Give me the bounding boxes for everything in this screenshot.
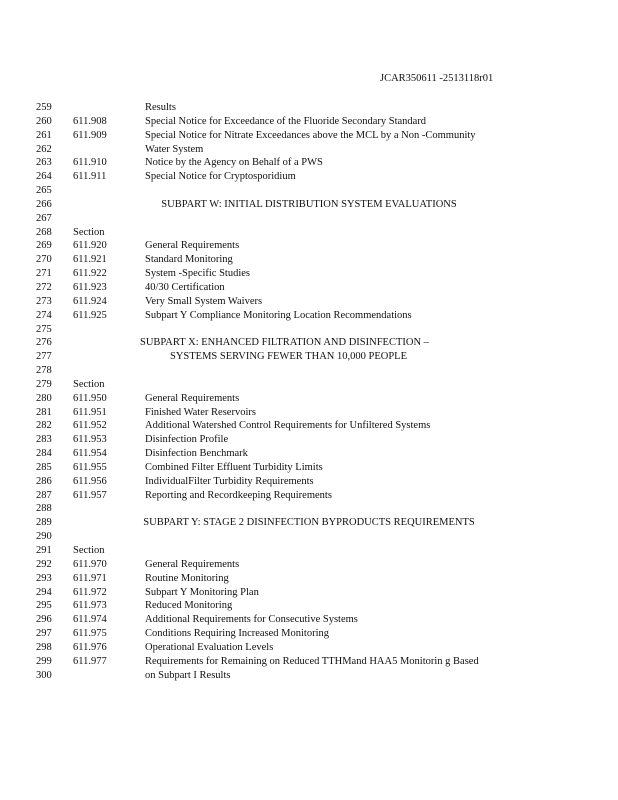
section-number: Section: [73, 545, 105, 556]
section-number: Section: [73, 226, 105, 238]
section-number: 611.923: [73, 281, 107, 293]
section-number: 611.976: [73, 641, 107, 653]
line-number: 292: [36, 558, 52, 570]
text-line: [0, 184, 618, 198]
section-number: 611.910: [73, 157, 107, 169]
line-number: 270: [36, 254, 52, 266]
line-number: 281: [36, 406, 52, 418]
line-number: 298: [36, 641, 52, 653]
line-number: 280: [36, 392, 52, 404]
section-title: Results: [145, 102, 176, 113]
text-line: [0, 309, 618, 323]
text-line: [0, 530, 618, 544]
section-number: 611.925: [73, 309, 107, 321]
section-number: 611.956: [73, 475, 107, 487]
section-title: 40/30 Certification: [145, 281, 225, 293]
section-number: 611.955: [73, 461, 107, 473]
line-number: 287: [36, 489, 52, 501]
text-line: [0, 212, 618, 226]
line-number: 273: [36, 295, 52, 307]
line-number: 267: [36, 212, 52, 224]
text-line: [0, 198, 618, 212]
line-number: 300: [36, 669, 52, 681]
section-title: IndividualFilter Turbidity Requirements: [145, 475, 314, 487]
line-number: 262: [36, 143, 52, 155]
section-title: Routine Monitoring: [145, 572, 229, 584]
section-number: 611.924: [73, 295, 107, 307]
line-number: 291: [36, 545, 52, 556]
text-line: [0, 267, 618, 281]
section-title: General Requirements: [145, 558, 240, 570]
line-number: 283: [36, 434, 52, 446]
line-number: 293: [36, 572, 52, 584]
line-numbered-text: [0, 101, 618, 682]
line-number: 296: [36, 614, 52, 626]
text-line: [0, 461, 618, 475]
section-title: Special Notice for Cryptosporidium: [145, 171, 296, 183]
text-line: [0, 156, 618, 170]
section-number: 611.974: [73, 614, 107, 626]
text-line: [0, 392, 618, 406]
section-number: 611.954: [73, 448, 107, 460]
section-title: Combined Filter Effluent Turbidity Limits: [145, 461, 323, 473]
section-title: Subpart Y Compliance Monitoring Location Recommendations: [145, 309, 412, 321]
text-line: [0, 129, 618, 143]
line-number: 276: [36, 337, 52, 349]
text-line: [0, 489, 618, 503]
text-line: [0, 613, 618, 627]
section-number: Section: [73, 378, 105, 390]
section-title: Reduced Monitoring: [145, 600, 233, 612]
line-number: 260: [36, 115, 52, 127]
text-line: [0, 627, 618, 641]
document-id-header: JCAR350611 -2513118r01: [380, 73, 494, 84]
line-number: 282: [36, 420, 52, 432]
section-title: Conditions Requiring Increased Monitoring: [145, 628, 330, 640]
text-line: [0, 544, 618, 558]
section-title: Reporting and Recordkeeping Requirements: [145, 489, 332, 501]
section-number: 611.957: [73, 489, 107, 501]
line-number: 289: [36, 517, 52, 529]
section-number: 611.977: [73, 655, 107, 667]
section-number: 611.971: [73, 572, 107, 584]
section-number: 611.950: [73, 392, 107, 404]
section-number: 611.970: [73, 558, 107, 570]
subpart-heading: SUBPART X: ENHANCED FILTRATION AND DISINFECTION –: [140, 337, 429, 349]
section-title: Water System: [145, 143, 204, 155]
text-line: [0, 586, 618, 600]
text-line: [0, 239, 618, 253]
section-title: General Requirements: [145, 392, 240, 404]
section-title: Notice by the Agency on Behalf of a PWS: [145, 157, 323, 169]
section-title: Subpart Y Monitoring Plan: [145, 586, 259, 598]
section-title: Additional Watershed Control Requirements for Unfiltered Systems: [145, 420, 431, 432]
subpart-heading: SUBPART Y: STAGE 2 DISINFECTION BYPRODUCTS REQUIREMENTS: [143, 517, 475, 529]
section-title: Requirements for Remaining on Reduced TTHMand HAA5 Monitorin g Based: [145, 655, 479, 667]
line-number: 294: [36, 586, 52, 598]
text-line: [0, 101, 618, 115]
section-title: Finished Water Reservoirs: [145, 406, 256, 418]
text-line: [0, 281, 618, 295]
section-number: 611.921: [73, 254, 107, 266]
line-number: 295: [36, 600, 52, 612]
text-line: [0, 364, 618, 378]
section-title: Disinfection Benchmark: [145, 448, 248, 460]
text-line: [0, 350, 618, 364]
section-number: 611.911: [73, 171, 107, 183]
subpart-heading: SUBPART W: INITIAL DISTRIBUTION SYSTEM EVALUATIONS: [161, 198, 457, 210]
text-line: [0, 599, 618, 613]
line-number: 297: [36, 628, 52, 640]
text-line: [0, 419, 618, 433]
section-number: 611.909: [73, 129, 107, 141]
section-title: Special Notice for Nitrate Exceedances above the MCL by a Non -Community: [145, 129, 476, 141]
line-number: 265: [36, 185, 52, 197]
line-number: 272: [36, 281, 52, 293]
line-number: 266: [36, 198, 52, 210]
text-line: [0, 115, 618, 129]
line-number: 278: [36, 365, 52, 377]
section-title: Additional Requirements for Consecutive Systems: [145, 614, 358, 626]
section-title: on Subpart I Results: [145, 669, 231, 681]
text-line: [0, 447, 618, 461]
text-line: [0, 323, 618, 337]
text-line: [0, 406, 618, 420]
line-number: 285: [36, 461, 52, 473]
text-line: [0, 226, 618, 240]
line-number: 264: [36, 171, 52, 183]
line-number: 299: [36, 655, 52, 667]
line-number: 271: [36, 268, 52, 280]
text-line: [0, 655, 618, 669]
text-line: [0, 669, 618, 683]
section-title: General Requirements: [145, 240, 240, 252]
line-number: 286: [36, 475, 52, 487]
section-title: Disinfection Profile: [145, 434, 229, 446]
line-number: 261: [36, 129, 52, 141]
line-number: 275: [36, 323, 52, 335]
text-line: [0, 558, 618, 572]
section-title: Very Small System Waivers: [145, 295, 263, 307]
text-line: [0, 475, 618, 489]
section-number: 611.922: [73, 268, 107, 280]
text-line: [0, 170, 618, 184]
line-number: 259: [36, 102, 52, 113]
line-number: 268: [36, 226, 52, 238]
section-number: 611.953: [73, 434, 107, 446]
section-number: 611.920: [73, 240, 107, 252]
section-number: 611.952: [73, 420, 107, 432]
text-line: [0, 378, 618, 392]
line-number: 284: [36, 448, 52, 460]
section-number: 611.972: [73, 586, 107, 598]
text-line: [0, 143, 618, 157]
line-number: 290: [36, 531, 52, 543]
text-line: [0, 572, 618, 586]
section-title: System -Specific Studies: [145, 268, 250, 280]
text-line: [0, 641, 618, 655]
section-number: 611.975: [73, 628, 107, 640]
line-number: 288: [36, 503, 52, 515]
line-number: 277: [36, 351, 52, 363]
subpart-heading: SYSTEMS SERVING FEWER THAN 10,000 PEOPLE: [170, 351, 407, 363]
section-number: 611.973: [73, 600, 107, 612]
text-line: [0, 502, 618, 516]
line-number: 263: [36, 157, 52, 169]
line-number: 269: [36, 240, 52, 252]
text-line: [0, 433, 618, 447]
text-line: [0, 295, 618, 309]
section-title: Standard Monitoring: [145, 254, 233, 266]
section-number: 611.951: [73, 406, 107, 418]
line-number: 274: [36, 309, 52, 321]
section-title: Operational Evaluation Levels: [145, 641, 274, 653]
text-line: [0, 253, 618, 267]
line-number: 279: [36, 378, 52, 390]
text-line: [0, 516, 618, 530]
section-title: Special Notice for Exceedance of the Fluoride Secondary Standard: [145, 115, 427, 127]
section-number: 611.908: [73, 115, 107, 127]
text-line: [0, 336, 618, 350]
